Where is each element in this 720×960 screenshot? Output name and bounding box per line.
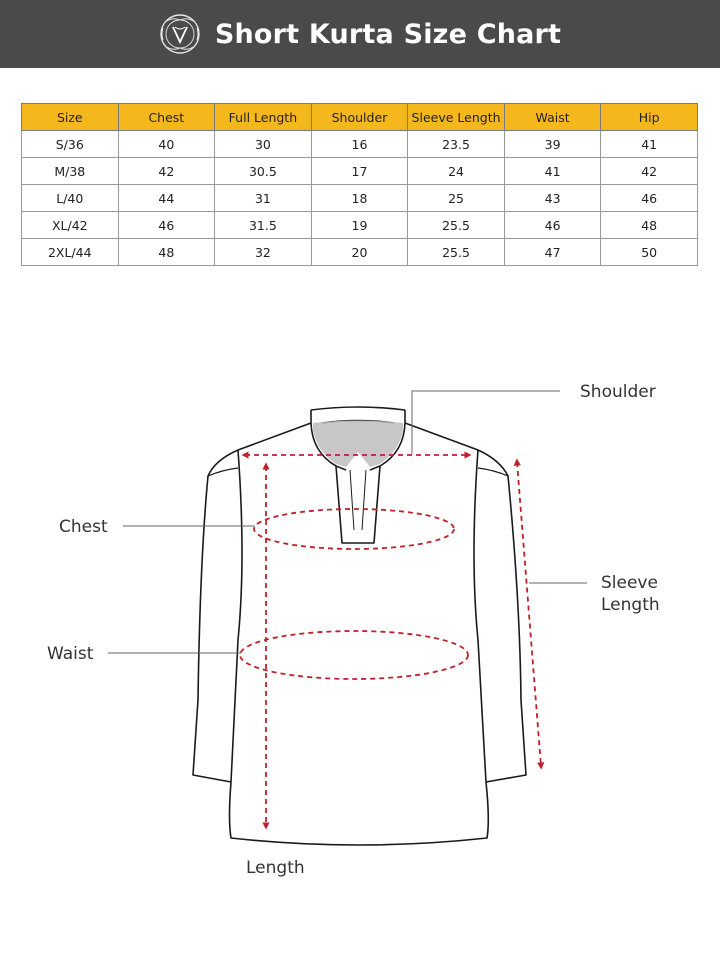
table-cell: 24 <box>408 158 505 185</box>
table-cell: 17 <box>311 158 408 185</box>
table-cell: 50 <box>601 239 698 266</box>
measure-marks <box>240 455 541 826</box>
table-cell: 20 <box>311 239 408 266</box>
table-cell: 48 <box>601 212 698 239</box>
table-cell: 19 <box>311 212 408 239</box>
column-header-waist: Waist <box>504 104 601 131</box>
table-cell: 41 <box>601 131 698 158</box>
column-header-hip: Hip <box>601 104 698 131</box>
table-cell: 25.5 <box>408 239 505 266</box>
column-header-size: Size <box>22 104 119 131</box>
table-cell: 25.5 <box>408 212 505 239</box>
sleeve-label-line1: Sleeve <box>601 573 658 593</box>
column-header-shoulder: Shoulder <box>311 104 408 131</box>
table-cell: 31 <box>215 185 312 212</box>
table-cell: 42 <box>118 158 215 185</box>
waist-label: Waist <box>47 644 94 664</box>
table-cell: 39 <box>504 131 601 158</box>
table-cell: S/36 <box>22 131 119 158</box>
table-cell: M/38 <box>22 158 119 185</box>
length-label: Length <box>246 858 305 878</box>
sleeve-measure-arrow <box>517 462 541 766</box>
table-cell: 47 <box>504 239 601 266</box>
table-cell: 40 <box>118 131 215 158</box>
table-cell: 18 <box>311 185 408 212</box>
table-cell: 23.5 <box>408 131 505 158</box>
column-header-chest: Chest <box>118 104 215 131</box>
sleeve-label-line2: Length <box>601 595 660 615</box>
table-cell: 30 <box>215 131 312 158</box>
table-cell: 30.5 <box>215 158 312 185</box>
table-cell: 25 <box>408 185 505 212</box>
table-cell: 44 <box>118 185 215 212</box>
table-cell: 31.5 <box>215 212 312 239</box>
shoulder-label: Shoulder <box>580 382 656 402</box>
shoulder-pointer-line <box>412 391 560 454</box>
table-cell: 41 <box>504 158 601 185</box>
table-cell: 43 <box>504 185 601 212</box>
table-cell: 2XL/44 <box>22 239 119 266</box>
table-cell: L/40 <box>22 185 119 212</box>
chest-label: Chest <box>59 517 108 537</box>
table-cell: 16 <box>311 131 408 158</box>
table-cell: 46 <box>118 212 215 239</box>
kurta-outline-icon <box>193 407 526 845</box>
table-cell: 46 <box>504 212 601 239</box>
table-cell: XL/42 <box>22 212 119 239</box>
table-cell: 46 <box>601 185 698 212</box>
column-header-full-length: Full Length <box>215 104 312 131</box>
page-title: Short Kurta Size Chart <box>214 18 562 50</box>
table-cell: 48 <box>118 239 215 266</box>
table-cell: 32 <box>215 239 312 266</box>
table-cell: 42 <box>601 158 698 185</box>
waist-measure-ellipse <box>240 631 468 679</box>
column-header-sleeve-length: Sleeve Length <box>408 104 505 131</box>
